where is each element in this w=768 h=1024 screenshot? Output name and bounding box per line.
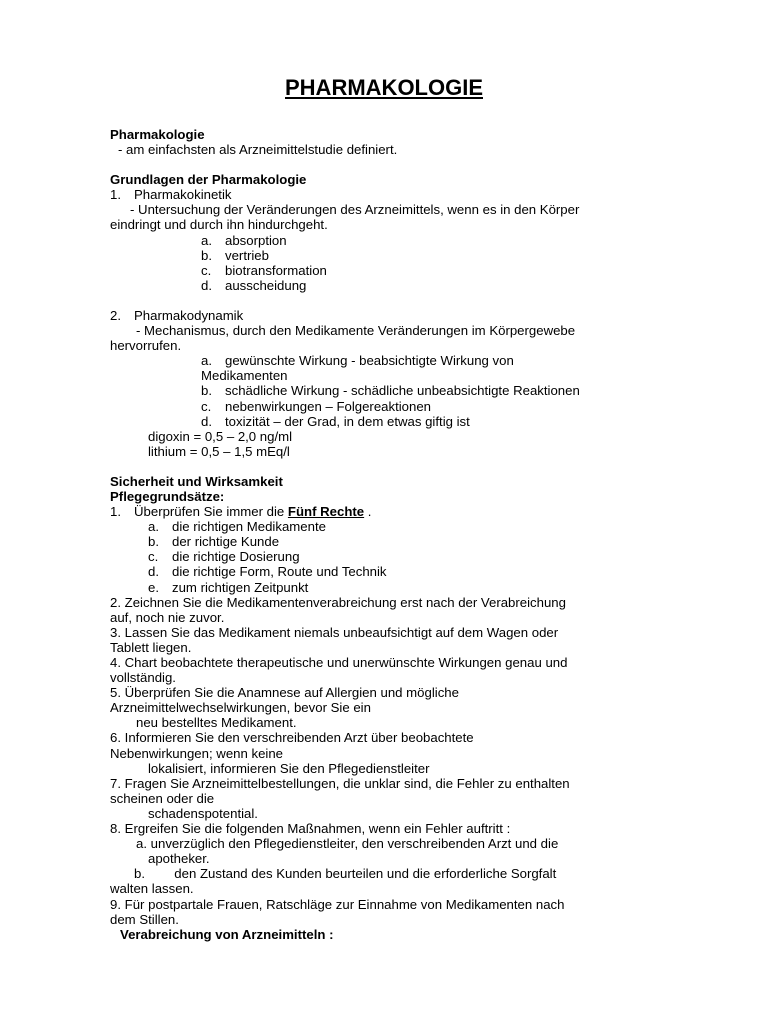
sub-list-item: Medikamenten — [201, 368, 288, 384]
principle-8-sub-a: a. unverzüglich den Pflegedienstleiter, den verschreibenden Arzt und die — [136, 836, 559, 852]
principle-7-cont: scheinen oder die — [110, 790, 215, 806]
sub-list-item: a. die richtigen Medikamente — [148, 519, 326, 535]
document-body — [110, 127, 650, 942]
principle-8-sub-a-cont: apotheker. — [148, 851, 210, 867]
principle-8-sub-b: b. den Zustand des Kunden beurteilen und die erforderliche Sorgfalt — [134, 866, 557, 882]
principle-2-cont: auf, noch nie zuvor. — [110, 609, 225, 625]
sub-list-item: a. absorption — [201, 232, 287, 248]
pharmakodynamik-desc-line-1: - Mechanismus, durch den Medikamente Veränderungen im Körpergewebe — [136, 323, 576, 339]
sub-list-item: c. biotransformation — [201, 262, 327, 278]
principle-2: 2. Zeichnen Sie die Medikamentenverabreichung erst nach der Verabreichung — [110, 594, 566, 610]
sub-list-item: c. die richtige Dosierung — [148, 549, 300, 565]
list-number: 2. — [110, 307, 121, 323]
section-heading-sicherheit: Sicherheit und Wirksamkeit — [110, 473, 283, 489]
principle-7: 7. Fragen Sie Arzneimittelbestellungen, die unklar sind, die Fehler zu enthalten — [110, 775, 570, 791]
sub-list-item: c. nebenwirkungen – Folgereaktionen — [201, 398, 432, 414]
list-label: Pharmakokinetik — [134, 187, 232, 203]
section-heading-verabreichung: Verabreichung von Arzneimitteln : — [120, 926, 334, 942]
lithium-value: lithium = 0,5 – 1,5 mEq/l — [148, 443, 290, 459]
list-number: 1. — [110, 187, 121, 203]
sub-list-item: d. toxizität – der Grad, in dem etwas giftig ist — [201, 413, 470, 429]
definition-text: - am einfachsten als Arzneimittelstudie definiert. — [118, 142, 398, 158]
sub-list-item: e. zum richtigen Zeitpunkt — [148, 579, 309, 595]
section-heading-pflegegrundsaetze: Pflegegrundsätze: — [110, 488, 225, 504]
principle-8: 8. Ergreifen Sie die folgenden Maßnahmen, wenn ein Fehler auftritt : — [110, 821, 511, 837]
principle-1: 1. Überprüfen Sie immer die Fünf Rechte . — [110, 504, 372, 520]
digoxin-value: digoxin = 0,5 – 2,0 ng/ml — [148, 428, 293, 444]
principle-7-cont: schadenspotential. — [148, 805, 258, 821]
principle-5-cont: Arzneimittelwechselwirkungen, bevor Sie ein — [110, 700, 371, 716]
section-heading-pharmakologie: Pharmakologie — [110, 127, 205, 142]
principle-3: 3. Lassen Sie das Medikament niemals unbeaufsichtigt auf dem Wagen oder — [110, 624, 559, 640]
principle-6: 6. Informieren Sie den verschreibenden Arzt über beobachtete — [110, 730, 474, 746]
pharmakodynamik-desc-line-2: hervorrufen. — [110, 338, 182, 354]
principle-6-cont: Nebenwirkungen; wenn keine — [110, 745, 284, 761]
pharmakokinetik-desc-line-2: eindringt und durch ihn hindurchgeht. — [110, 217, 328, 233]
page-title: PHARMAKOLOGIE — [285, 75, 483, 100]
principle-9-cont: dem Stillen. — [110, 911, 179, 927]
sub-list-item: d. ausscheidung — [201, 277, 307, 293]
principle-3-cont: Tablett liegen. — [110, 639, 192, 655]
principle-4: 4. Chart beobachtete therapeutische und unerwünschte Wirkungen genau und — [110, 655, 568, 670]
principle-5-cont: neu bestelltes Medikament. — [136, 715, 297, 731]
principle-4-cont: vollständig. — [110, 670, 176, 686]
principle-9: 9. Für postpartale Frauen, Ratschläge zur Einnahme von Medikamenten nach — [110, 896, 565, 912]
sub-list-item: b. vertrieb — [201, 247, 269, 263]
sub-list-item: b. schädliche Wirkung - schädliche unbeabsichtigte Reaktionen — [201, 383, 580, 399]
list-label: Pharmakodynamik — [134, 307, 244, 323]
sub-list-item: b. der richtige Kunde — [148, 534, 280, 550]
section-heading-grundlagen: Grundlagen der Pharmakologie — [110, 172, 307, 188]
principle-6-cont: lokalisiert, informieren Sie den Pflegedienstleiter — [148, 760, 430, 776]
sub-list-item: a. gewünschte Wirkung - beabsichtigte Wirkung von — [201, 353, 514, 369]
pharmakokinetik-desc-line-1: - Untersuchung der Veränderungen des Arzneimittels, wenn es in den Körper — [130, 202, 580, 218]
principle-8-sub-b-cont: walten lassen. — [110, 881, 194, 897]
fuenf-rechte-link[interactable]: Fünf Rechte — [287, 504, 365, 520]
principle-5: 5. Überprüfen Sie die Anamnese auf Allergien und mögliche — [110, 685, 459, 701]
list-item-pharmakokinetik — [110, 187, 650, 202]
sub-list-item: d. die richtige Form, Route und Technik — [148, 564, 387, 580]
list-item-pharmakodynamik — [110, 308, 650, 323]
